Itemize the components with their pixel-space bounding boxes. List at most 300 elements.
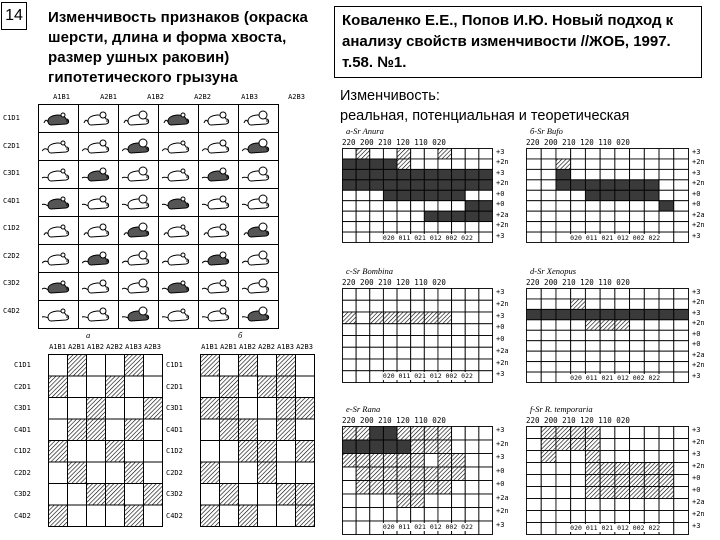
species-cell-empty xyxy=(479,190,493,200)
species-bottom-codes: 020 011 021 012 002 022 xyxy=(382,522,473,531)
species-cell-hatched xyxy=(356,427,370,441)
species-cell-empty xyxy=(659,232,674,242)
species-cell-empty xyxy=(383,289,397,301)
species-cell-empty xyxy=(644,451,659,463)
species-cell-empty xyxy=(659,222,674,232)
species-cell-empty xyxy=(356,289,370,301)
species-side-label: +3 xyxy=(692,450,701,458)
species-cell-empty xyxy=(383,494,397,508)
species-cell-empty xyxy=(465,222,479,232)
species-cell-empty xyxy=(615,159,630,169)
pattern-row-label: C3D2 xyxy=(166,490,183,498)
species-cell-hatched xyxy=(397,494,411,508)
species-cell-dark xyxy=(424,180,438,190)
species-cell-empty xyxy=(452,508,466,522)
mouse-figure-cell xyxy=(39,133,79,161)
species-cell-hatched xyxy=(644,475,659,487)
species-cell-dark xyxy=(479,211,493,221)
species-cell-empty xyxy=(630,320,645,330)
species-cell-empty xyxy=(383,347,397,359)
species-cell-empty xyxy=(370,222,384,232)
species-cell-empty xyxy=(630,159,645,169)
species-cell-empty xyxy=(370,508,384,522)
pattern-cell-hatched xyxy=(239,419,258,441)
mouse-icon xyxy=(202,248,236,270)
species-cell-empty xyxy=(571,511,586,523)
species-cell-hatched xyxy=(438,149,452,159)
mouse-figure-cell xyxy=(199,189,239,217)
species-header-codes: 220 200 210 120 110 020 xyxy=(526,138,630,147)
species-cell-empty xyxy=(541,289,556,299)
species-cell-dark xyxy=(674,309,689,319)
species-cell-empty xyxy=(527,523,542,535)
mouse-grid-row-label: C4D1 xyxy=(3,196,20,205)
mouse-figure-cell xyxy=(159,217,199,245)
species-cell-hatched xyxy=(600,320,615,330)
species-cell-empty xyxy=(674,330,689,340)
species-cell-empty xyxy=(370,521,384,535)
species-cell-empty xyxy=(615,341,630,351)
species-cell-empty xyxy=(343,222,357,232)
species-cell-hatched xyxy=(356,467,370,481)
species-cell-hatched xyxy=(438,312,452,324)
species-cell-empty xyxy=(556,289,571,299)
species-cell-empty xyxy=(644,362,659,372)
pattern-cell-hatched xyxy=(144,398,163,420)
species-cell-empty xyxy=(571,289,586,299)
species-side-label: +3 xyxy=(692,231,701,240)
pattern-cell-empty xyxy=(144,376,163,398)
mouse-figure-grid xyxy=(38,104,279,329)
pattern-col-labels xyxy=(48,343,162,351)
species-cell-hatched xyxy=(411,467,425,481)
species-cell-empty xyxy=(452,201,466,211)
species-cell-empty xyxy=(556,330,571,340)
species-cell-empty xyxy=(600,451,615,463)
species-cell-hatched xyxy=(571,299,586,309)
species-cell-empty xyxy=(541,320,556,330)
species-header-codes: 220 200 210 120 110 020 xyxy=(526,416,630,425)
species-cell-dark xyxy=(343,440,357,454)
species-cell-empty xyxy=(644,169,659,179)
species-cell-empty xyxy=(343,336,357,348)
pattern-cell-hatched xyxy=(277,355,296,377)
species-cell-empty xyxy=(452,347,466,359)
species-cell-empty xyxy=(600,289,615,299)
species-cell-empty xyxy=(343,190,357,200)
species-cell-empty xyxy=(644,427,659,439)
pattern-cell-empty xyxy=(68,505,87,527)
pattern-cell-empty xyxy=(49,355,68,377)
pattern-cell-empty xyxy=(201,441,220,463)
species-cell-empty xyxy=(541,351,556,361)
mouse-figure-cell xyxy=(119,301,159,329)
species-cell-empty xyxy=(383,359,397,371)
mouse-figure-cell xyxy=(79,133,119,161)
species-cell-empty xyxy=(479,232,493,242)
species-cell-dark xyxy=(556,169,571,179)
species-cell-empty xyxy=(556,523,571,535)
mouse-icon xyxy=(162,276,196,298)
species-side-label: +3 xyxy=(496,168,505,177)
mouse-icon xyxy=(122,136,156,158)
mouse-icon xyxy=(82,192,116,214)
species-cell-empty xyxy=(479,289,493,301)
pattern-cell-hatched xyxy=(258,462,277,484)
species-cell-empty xyxy=(438,347,452,359)
pattern-cell-hatched xyxy=(220,376,239,398)
pattern-col-label: A2B1 xyxy=(68,343,85,351)
species-cell-empty xyxy=(644,351,659,361)
species-cell-empty xyxy=(556,320,571,330)
pattern-row-label: C3D1 xyxy=(166,404,183,412)
species-cell-hatched xyxy=(615,320,630,330)
mouse-grid-col-labels xyxy=(38,93,320,101)
species-cell-empty xyxy=(600,351,615,361)
mouse-figure-cell xyxy=(119,189,159,217)
pattern-cell-empty xyxy=(49,419,68,441)
species-cell-empty xyxy=(659,451,674,463)
species-cell-empty xyxy=(424,454,438,468)
species-cell-empty xyxy=(674,341,689,351)
species-cell-empty xyxy=(659,299,674,309)
pattern-cell-empty xyxy=(144,419,163,441)
pattern-row-labels xyxy=(14,354,46,532)
pattern-cell-empty xyxy=(106,419,125,441)
species-cell-hatched xyxy=(370,467,384,481)
species-cell-empty xyxy=(527,159,542,169)
species-cell-empty xyxy=(600,211,615,221)
species-grid xyxy=(342,426,493,535)
pattern-cell-empty xyxy=(239,462,258,484)
species-cell-empty xyxy=(370,494,384,508)
species-cell-hatched xyxy=(438,481,452,495)
species-title: с-Sr Bombina xyxy=(346,266,393,276)
pattern-cell-empty xyxy=(220,505,239,527)
species-cell-hatched xyxy=(397,454,411,468)
mouse-grid-row-label: C1D2 xyxy=(3,224,20,232)
species-cell-empty xyxy=(600,362,615,372)
species-cell-empty xyxy=(541,511,556,523)
mouse-icon xyxy=(242,276,276,298)
subtitle-line-2: реальная, потенциальная и теоретическая xyxy=(340,108,630,124)
pattern-row-label: C2D2 xyxy=(166,468,183,477)
species-cell-empty xyxy=(479,336,493,348)
mouse-icon xyxy=(162,136,196,158)
species-cell-empty xyxy=(659,341,674,351)
species-side-label: +0 xyxy=(692,340,701,349)
species-cell-empty xyxy=(615,201,630,211)
species-cell-empty xyxy=(452,289,466,301)
species-cell-empty xyxy=(615,222,630,232)
species-cell-empty xyxy=(411,211,425,221)
pattern-cell-empty xyxy=(258,505,277,527)
mouse-figure-cell xyxy=(159,189,199,217)
species-cell-empty xyxy=(571,149,586,159)
species-cell-empty xyxy=(527,330,542,340)
pattern-cell-empty xyxy=(106,462,125,484)
species-cell-empty xyxy=(659,211,674,221)
pattern-row-label: C3D1 xyxy=(14,404,31,412)
species-cell-empty xyxy=(527,180,542,190)
species-cell-empty xyxy=(659,320,674,330)
species-cell-empty xyxy=(465,481,479,495)
species-cell-empty xyxy=(411,347,425,359)
mouse-grid-row-label: C2D1 xyxy=(3,141,20,150)
species-cell-empty xyxy=(674,511,689,523)
species-cell-dark xyxy=(452,180,466,190)
mouse-icon xyxy=(122,248,156,270)
species-side-label: +0 xyxy=(496,200,505,209)
pattern-cell-hatched xyxy=(220,398,239,420)
species-cell-hatched xyxy=(438,467,452,481)
species-cell-empty xyxy=(659,372,674,382)
species-cell-dark xyxy=(397,169,411,179)
species-cell-empty xyxy=(541,299,556,309)
species-cell-dark xyxy=(438,169,452,179)
species-cell-empty xyxy=(356,222,370,232)
species-cell-empty xyxy=(674,427,689,439)
species-side-label: +2a xyxy=(496,210,509,219)
species-cell-empty xyxy=(343,467,357,481)
pattern-col-label: A2B3 xyxy=(144,343,161,351)
species-cell-empty xyxy=(527,475,542,487)
species-cell-empty xyxy=(659,159,674,169)
species-cell-empty xyxy=(659,351,674,361)
mouse-figure-cell xyxy=(199,133,239,161)
species-cell-dark xyxy=(571,309,586,319)
species-cell-empty xyxy=(600,201,615,211)
species-cell-empty xyxy=(356,508,370,522)
pattern-row-label: C1D1 xyxy=(166,361,183,369)
pattern-title: a xyxy=(86,330,91,340)
species-cell-empty xyxy=(356,347,370,359)
pattern-cell-hatched xyxy=(87,484,106,506)
pattern-cell-hatched xyxy=(277,376,296,398)
species-cell-empty xyxy=(479,300,493,312)
species-side-label: +2n xyxy=(692,510,705,518)
species-cell-hatched xyxy=(615,463,630,475)
species-cell-empty xyxy=(411,324,425,336)
species-cell-empty xyxy=(600,222,615,232)
species-title: a-Sr Anura xyxy=(346,126,384,136)
species-cell-dark xyxy=(397,190,411,200)
pattern-cell-hatched xyxy=(87,419,106,441)
species-cell-dark xyxy=(585,309,600,319)
species-side-label: +2n xyxy=(496,439,509,448)
pattern-col-label: A1B2 xyxy=(239,343,256,351)
species-cell-empty xyxy=(465,312,479,324)
species-cell-dark xyxy=(383,159,397,169)
species-side-label: +2a xyxy=(496,493,509,502)
species-cell-empty xyxy=(438,336,452,348)
pattern-cell-empty xyxy=(144,441,163,463)
species-cell-empty xyxy=(383,149,397,159)
species-cell-empty xyxy=(674,299,689,309)
species-side-label: +0 xyxy=(692,200,701,209)
species-cell-empty xyxy=(479,494,493,508)
species-side-label: +2a xyxy=(496,346,509,355)
mouse-figure-cell xyxy=(159,105,199,133)
species-cell-hatched xyxy=(585,451,600,463)
species-cell-empty xyxy=(556,362,571,372)
species-cell-empty xyxy=(479,454,493,468)
pattern-row-label: C4D1 xyxy=(166,425,183,434)
species-cell-empty xyxy=(452,324,466,336)
species-cell-empty xyxy=(541,232,556,242)
mouse-figure-cell xyxy=(39,161,79,189)
species-cell-dark xyxy=(370,440,384,454)
mouse-icon xyxy=(122,276,156,298)
species-cell-dark xyxy=(356,159,370,169)
species-side-label: +2n xyxy=(692,158,705,167)
species-cell-empty xyxy=(674,159,689,169)
species-cell-empty xyxy=(438,300,452,312)
species-cell-empty xyxy=(630,149,645,159)
mouse-icon xyxy=(242,164,276,186)
species-cell-empty xyxy=(674,180,689,190)
species-cell-dark xyxy=(411,180,425,190)
species-cell-empty xyxy=(527,211,542,221)
species-cell-empty xyxy=(479,427,493,441)
species-cell-empty xyxy=(571,362,586,372)
species-cell-empty xyxy=(370,336,384,348)
species-cell-empty xyxy=(644,149,659,159)
species-cell-empty xyxy=(383,222,397,232)
species-cell-hatched xyxy=(600,475,615,487)
pattern-cell-empty xyxy=(296,355,315,377)
species-cell-empty xyxy=(411,149,425,159)
species-cell-dark xyxy=(600,190,615,200)
pattern-cell-empty xyxy=(220,441,239,463)
pattern-cell-empty xyxy=(239,484,258,506)
species-cell-empty xyxy=(424,347,438,359)
species-cell-dark xyxy=(615,180,630,190)
species-cell-empty xyxy=(479,371,493,383)
species-cell-empty xyxy=(527,190,542,200)
species-cell-empty xyxy=(630,439,645,451)
species-cell-empty xyxy=(615,351,630,361)
species-cell-empty xyxy=(585,299,600,309)
species-cell-empty xyxy=(479,467,493,481)
mouse-icon xyxy=(122,220,156,242)
species-cell-empty xyxy=(438,159,452,169)
species-cell-empty xyxy=(541,330,556,340)
pattern-cell-empty xyxy=(106,398,125,420)
species-cell-empty xyxy=(630,362,645,372)
pattern-cell-hatched xyxy=(125,355,144,377)
mouse-icon xyxy=(82,164,116,186)
species-cell-dark xyxy=(424,169,438,179)
species-cell-empty xyxy=(674,362,689,372)
species-cell-empty xyxy=(479,222,493,232)
species-cell-dark xyxy=(571,180,586,190)
species-cell-empty xyxy=(397,222,411,232)
species-side-label: +3 xyxy=(692,522,701,530)
species-cell-empty xyxy=(343,149,357,159)
species-cell-hatched xyxy=(356,149,370,159)
mouse-figure-cell xyxy=(79,217,119,245)
mouse-icon xyxy=(242,248,276,270)
species-cell-empty xyxy=(424,149,438,159)
species-cell-empty xyxy=(571,201,586,211)
species-side-labels xyxy=(692,288,716,382)
mouse-figure-cell xyxy=(79,245,119,273)
species-cell-empty xyxy=(343,232,357,242)
species-side-label: +2a xyxy=(692,498,705,506)
species-cell-empty xyxy=(397,336,411,348)
species-cell-empty xyxy=(527,299,542,309)
species-cell-empty xyxy=(585,201,600,211)
species-cell-hatched xyxy=(356,481,370,495)
species-cell-empty xyxy=(343,211,357,221)
species-cell-empty xyxy=(644,211,659,221)
species-cell-empty xyxy=(452,481,466,495)
species-cell-empty xyxy=(411,289,425,301)
species-cell-dark xyxy=(438,211,452,221)
pattern-row-label: C2D1 xyxy=(14,382,31,391)
species-header-codes: 220 200 210 120 110 020 xyxy=(526,278,630,287)
species-side-label: +3 xyxy=(496,311,505,320)
species-cell-empty xyxy=(615,169,630,179)
species-title: б-Sr Bufo xyxy=(530,126,563,136)
species-cell-empty xyxy=(438,201,452,211)
mouse-figure-cell xyxy=(119,245,159,273)
species-cell-empty xyxy=(556,451,571,463)
species-cell-dark xyxy=(452,190,466,200)
pattern-cell-empty xyxy=(125,484,144,506)
species-cell-hatched xyxy=(615,487,630,499)
species-cell-dark xyxy=(343,159,357,169)
mouse-icon xyxy=(202,192,236,214)
pattern-cell-empty xyxy=(106,505,125,527)
species-cell-empty xyxy=(600,299,615,309)
species-cell-empty xyxy=(600,511,615,523)
pattern-cell-hatched xyxy=(68,355,87,377)
species-cell-empty xyxy=(370,201,384,211)
species-cell-empty xyxy=(674,523,689,535)
species-cell-empty xyxy=(479,481,493,495)
species-side-label: +0 xyxy=(496,480,505,488)
species-header-codes: 220 200 210 120 110 020 xyxy=(342,416,446,425)
species-cell-dark xyxy=(659,201,674,211)
species-side-labels xyxy=(496,288,520,382)
species-cell-empty xyxy=(674,169,689,179)
species-cell-empty xyxy=(615,362,630,372)
species-cell-empty xyxy=(479,521,493,535)
species-cell-hatched xyxy=(556,427,571,439)
mouse-icon xyxy=(82,220,116,242)
species-cell-empty xyxy=(452,440,466,454)
species-cell-hatched xyxy=(397,149,411,159)
pattern-cell-hatched xyxy=(106,376,125,398)
species-cell-empty xyxy=(674,439,689,451)
species-cell-empty xyxy=(630,169,645,179)
mouse-figure-cell xyxy=(39,273,79,301)
species-cell-dark xyxy=(356,169,370,179)
species-cell-dark xyxy=(600,180,615,190)
species-cell-empty xyxy=(452,312,466,324)
species-cell-empty xyxy=(644,439,659,451)
pattern-cell-hatched xyxy=(296,484,315,506)
species-cell-hatched xyxy=(438,440,452,454)
species-cell-empty xyxy=(452,494,466,508)
pattern-cell-hatched xyxy=(87,398,106,420)
species-cell-empty xyxy=(370,149,384,159)
species-cell-empty xyxy=(585,289,600,299)
species-cell-empty xyxy=(465,440,479,454)
species-cell-empty xyxy=(630,211,645,221)
